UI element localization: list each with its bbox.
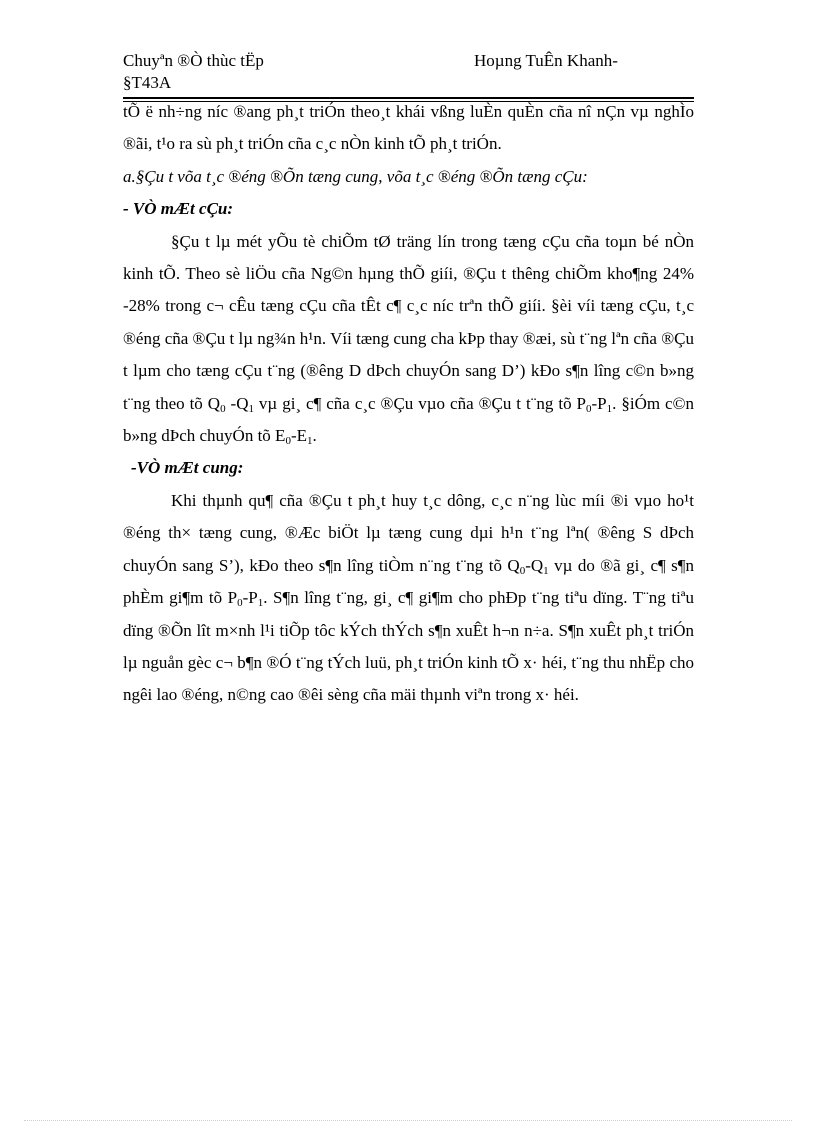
paragraph-intro: tÕ ë nh÷ng níc ®ang ph¸t triÓn theo¸t khái vßng luÈn quÈn cña nî nÇn vµ nghÌo ®ãi, t¹o ra sù ph¸t triÓn cña c¸c nÒn kinh tÕ ph¸t triÓn. bbox=[123, 102, 694, 154]
paragraph-supply: Khi thµnh qu¶ cña ®Çu t ph¸t huy t¸c dông, c¸c n¨ng lùc míi ®i vµo ho¹t ®éng th× tæng cung, ®Æc biÖt lµ tæng cung dµi h¹n t¨ng lªn( ®êng S dÞch chuyÓn sang S’), kÐo theo s¶n lîng tiÒm n¨ng t¨ng tõ $Q_0-Q_1$ vµ do ®ã gi¸ c¶ s¶n phÈm gi¶m tõ $P_0-P_1$. S¶n lîng t¨ng, gi¸ c¶ gi¶m cho phÐp t¨ng tiªu dïng. T¨ng tiªu dïng ®Õn lît m×nh l¹i tiÕp tôc kÝch thÝch s¶n xuÊt h¬n n÷a. S¶n xuÊt ph¸t triÓn lµ nguån gèc c¬ b¶n ®Ó t¨ng tÝch luü, ph¸t triÓn kinh tÕ x· héi, t¨ng thu nhËp cho ngêi lao ®éng, n©ng cao ®êi sèng cña mäi thµnh viªn trong x· héi. bbox=[123, 490, 695, 705]
heading-supply-side: -VÒ mÆt cung: bbox=[131, 458, 244, 478]
header-title: Chuyªn ®Ò thùc tËp bbox=[123, 51, 264, 70]
section-a-heading: a.§Çu t võa t¸c ®éng ®Õn tæng cung, võa t¸c ®éng ®Õn tæng cÇu: bbox=[123, 166, 588, 186]
document-body bbox=[123, 96, 694, 712]
header-left bbox=[123, 50, 264, 94]
heading-demand-side: - VÒ mÆt cÇu: bbox=[123, 199, 234, 219]
paragraph-demand: §Çu t lµ mét yÕu tè chiÕm tØ träng lín trong tæng cÇu cña toµn bé nÒn kinh tÕ. Theo sè liÖu cña Ng©n hµng thÕ giíi, ®Çu t thêng chiÕm kho¶ng 24% -28% trong c¬ cÊu tæng cÇu cña tÊt c¶ c¸c níc trªn thÕ giíi. §èi víi tæng cÇu, t¸c ®éng cña ®Çu t lµ ng¾n h¹n. Víi tæng cung cha kÞp thay ®æi, sù t¨ng lªn cña ®Çu t lµm cho tæng cÇu t¨ng (®êng D dÞch chuyÓn sang D’) kÐo s¶n lîng c©n b»ng t¨ng theo tõ $Q_0$ $-Q_1$ vµ gi¸ c¶ cña c¸c ®Çu vµo cña ®Çu t t¨ng tõ $P_0-P_1$. §iÓm c©n b»ng dÞch chuyÓn tõ $E_0-E_1$. bbox=[123, 231, 694, 448]
page-bottom-border bbox=[24, 1120, 792, 1121]
header-class-code: §T43A bbox=[123, 73, 172, 92]
header-author: Hoµng TuÊn Khanh- bbox=[474, 51, 618, 70]
